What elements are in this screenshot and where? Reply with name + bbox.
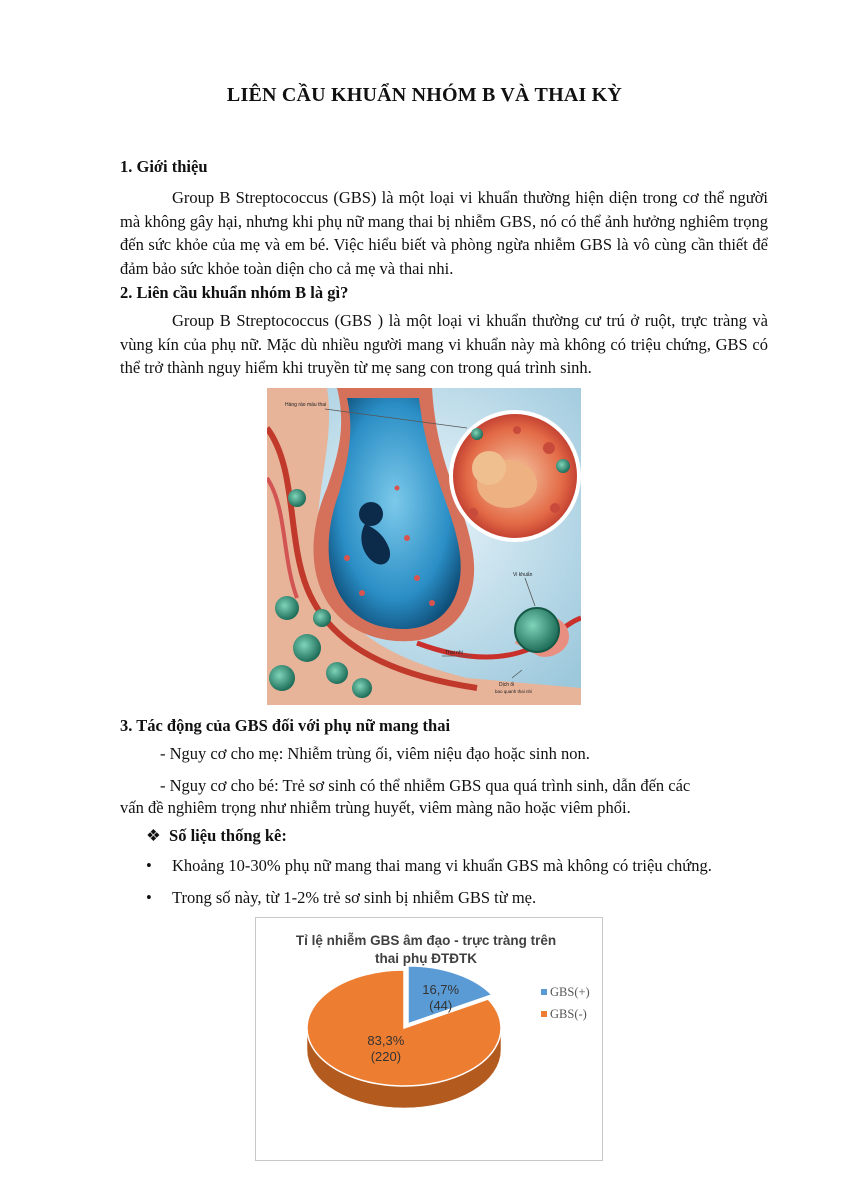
- chart-title-line2: thai phụ ĐTĐTK: [375, 951, 477, 966]
- section1-heading: 1. Giới thiệu: [120, 157, 208, 176]
- document-title: LIÊN CẦU KHUẨN NHÓM B VÀ THAI KỲ: [226, 84, 623, 106]
- pie-count-label: (44): [429, 998, 453, 1014]
- figure-label-fluid: Dịch ối: [499, 682, 515, 688]
- stats-item-text: Khoảng 10-30% phụ nữ mang thai mang vi khuẩn GBS mà không có triệu chứng.: [172, 856, 712, 875]
- section2-paragraph: [120, 309, 768, 380]
- figure-label-bacteria: Vi khuẩn: [513, 572, 533, 578]
- section2-text: Group B Streptococcus (GBS ) là một loại vi khuẩn thường cư trú ở ruột, trực tràng và vùng kín của phụ nữ. Mặc dù nhiều người mang vi khuẩn này mà không có triệu chứng, GBS có thể trở thành nguy hiểm khi truyền từ mẹ sang con trong quá trình sinh.: [120, 311, 768, 377]
- stats-item: [146, 856, 712, 876]
- bullet-icon: •: [146, 888, 152, 907]
- stats-marker-icon: ❖: [146, 826, 161, 845]
- section1-paragraph: [120, 186, 768, 280]
- pie-percent-label: 83,3%: [367, 1033, 405, 1049]
- legend-swatch: [541, 1011, 547, 1017]
- legend-label: GBS(-): [550, 1007, 587, 1021]
- chart-title-line1: Tỉ lệ nhiễm GBS âm đạo - trực tràng trên: [295, 933, 557, 948]
- pie-chart-svg: [256, 918, 602, 1160]
- risk-mother-item: - Nguy cơ cho mẹ: Nhiễm trùng ối, viêm niệu đạo hoặc sinh non.: [160, 744, 590, 763]
- figure-label-top: Hàng rào màu thai: [285, 402, 327, 408]
- section2-heading: 2. Liên cầu khuẩn nhóm B là gì?: [120, 283, 349, 302]
- gbs-pie-chart: [255, 917, 603, 1161]
- section3-heading: 3. Tác động của GBS đối với phụ nữ mang thai: [120, 716, 451, 735]
- risk-baby-item-line1: - Nguy cơ cho bé: Trẻ sơ sinh có thể nhiễm GBS qua quá trình sinh, dẫn đến các: [160, 776, 691, 795]
- bullet-icon: •: [146, 856, 152, 875]
- gbs-pregnancy-illustration: [267, 388, 581, 705]
- legend-swatch: [541, 989, 547, 995]
- stats-item: [146, 888, 536, 908]
- risk-baby-item-line2: vấn đề nghiêm trọng như nhiễm trùng huyết, viêm màng não hoặc viêm phổi.: [120, 798, 631, 817]
- figure-label-fluid2: bao quanh thai nhi: [495, 689, 533, 694]
- figure-label-fetus: Thai nhi: [445, 650, 463, 656]
- stats-heading: Số liệu thống kê:: [169, 826, 287, 845]
- pie-count-label: (220): [370, 1049, 402, 1065]
- stats-item-text: Trong số này, từ 1-2% trẻ sơ sinh bị nhiễm GBS từ mẹ.: [172, 888, 537, 907]
- pie-percent-label: 16,7%: [422, 982, 460, 998]
- stats-heading-row: [146, 826, 287, 846]
- legend-label: GBS(+): [550, 985, 590, 999]
- section1-text: Group B Streptococcus (GBS) là một loại vi khuẩn thường hiện diện trong cơ thể người mà không gây hại, nhưng khi phụ nữ mang thai bị nhiễm GBS, nó có thể ảnh hưởng nghiêm trọng đến sức khỏe của mẹ và em bé. Việc hiểu biết và phòng ngừa nhiễm GBS là vô cùng cần thiết để đảm bảo sức khỏe toàn diện cho cả mẹ và thai nhi.: [120, 188, 768, 278]
- illustration-svg: [267, 388, 581, 705]
